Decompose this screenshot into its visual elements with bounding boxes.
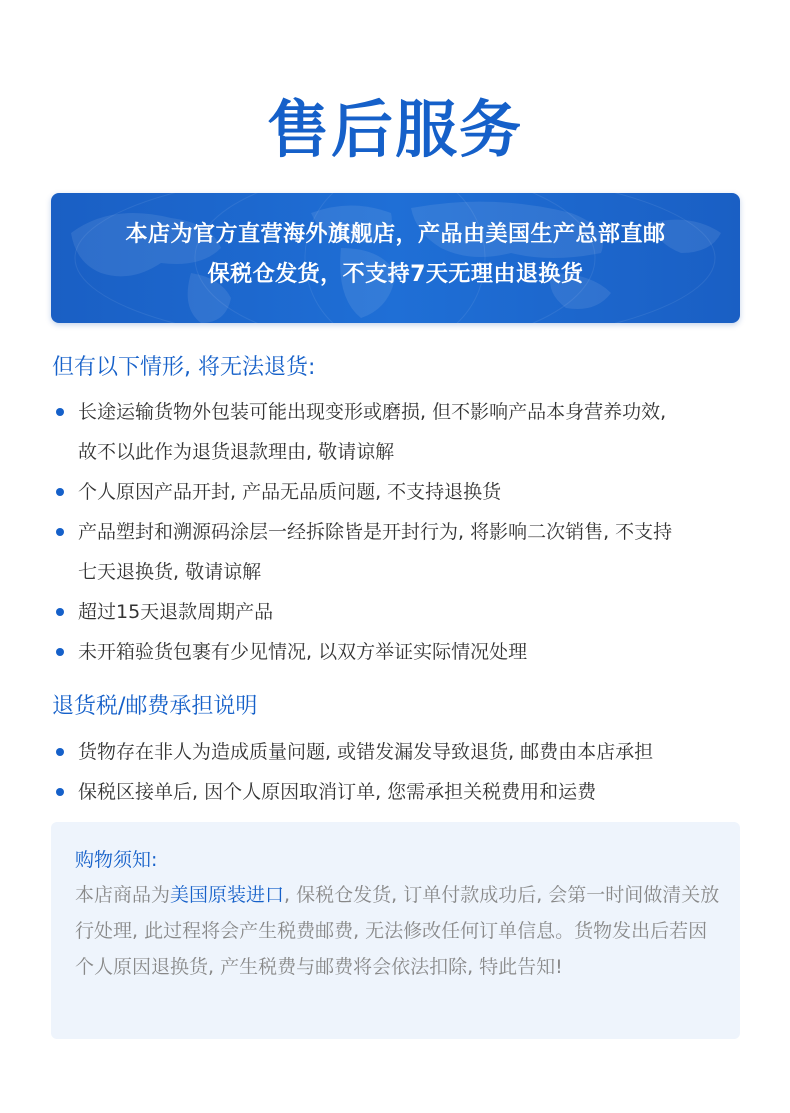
shopping-notice — [51, 822, 740, 1039]
bullet-dot-icon — [56, 488, 64, 496]
bullet-dot-icon — [56, 408, 64, 416]
notice-body-rest: , 保税仓发货, 订单付款成功后, 会第一时间做清关放行处理, 此过程将会产生税费邮费, 无法修改任何订单信息。货物发出后若因个人原因退换货, 产生税费与邮费将会依法扣除, 特此告知! — [75, 884, 720, 978]
notice-title: 购物须知: — [75, 849, 158, 871]
banner-line-2: 保税仓发货，不支持7天无理由退换货 — [207, 262, 584, 287]
list-item-continuation — [52, 552, 752, 592]
policy-banner — [51, 193, 740, 323]
list-item-text: 七天退换货, 敬请谅解 — [78, 561, 262, 583]
list-item-text: 货物存在非人为造成质量问题, 或错发漏发导致退货, 邮费由本店承担 — [78, 741, 654, 763]
list-item-text: 故不以此作为退货退款理由, 敬请谅解 — [78, 441, 395, 463]
bullet-dot-icon — [56, 608, 64, 616]
page-title: 售后服务 — [266, 93, 523, 166]
list-item-text: 产品塑封和溯源码涂层一经拆除皆是开封行为, 将影响二次销售, 不支持 — [78, 521, 673, 543]
list-item — [52, 472, 752, 512]
list-item — [52, 632, 752, 672]
list-item-text: 长途运输货物外包装可能出现变形或磨损, 但不影响产品本身营养功效, — [78, 401, 667, 423]
list-item-text: 超过15天退款周期产品 — [78, 601, 274, 623]
notice-highlight: 美国原装进口 — [170, 884, 285, 906]
bullet-dot-icon — [56, 528, 64, 536]
list-item — [52, 592, 752, 632]
list-item-continuation — [52, 432, 752, 472]
fee-list — [52, 732, 752, 812]
notice-body-prefix: 本店商品为 — [75, 884, 171, 906]
fee-heading: 退货税/邮费承担说明 — [52, 694, 258, 719]
bullet-dot-icon — [56, 648, 64, 656]
list-item — [52, 732, 752, 772]
bullet-dot-icon — [56, 788, 64, 796]
no-return-heading: 但有以下情形, 将无法退货: — [52, 355, 316, 380]
list-item-text: 个人原因产品开封, 产品无品质问题, 不支持退换货 — [78, 481, 502, 503]
bullet-dot-icon — [56, 748, 64, 756]
list-item-text: 保税区接单后, 因个人原因取消订单, 您需承担关税费用和运费 — [78, 781, 597, 803]
list-item — [52, 772, 752, 812]
list-item — [52, 392, 752, 432]
no-return-list — [52, 392, 752, 672]
list-item — [52, 512, 752, 552]
list-item-text: 未开箱验货包裹有少见情况, 以双方举证实际情况处理 — [78, 641, 528, 663]
banner-line-1: 本店为官方直营海外旗舰店，产品由美国生产总部直邮 — [125, 222, 666, 247]
notice-body — [75, 877, 725, 985]
